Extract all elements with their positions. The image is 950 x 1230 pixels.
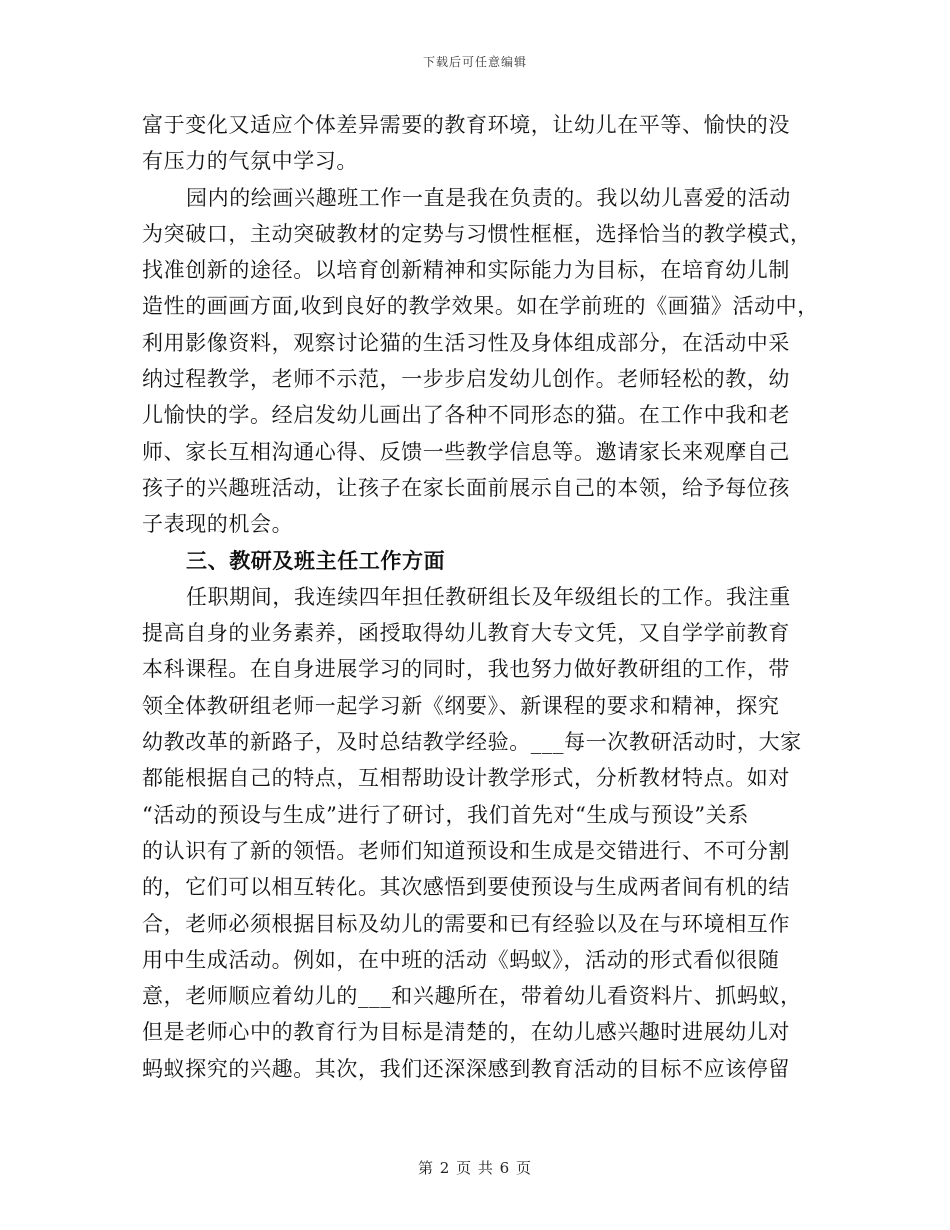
text-line: 孩子的兴趣班活动，让孩子在家长面前展示自己的本领，给予每位孩 bbox=[142, 475, 790, 500]
text-line: 都能根据自己的特点，互相帮助设计教学形式，分析教材特点。如对 bbox=[142, 766, 790, 791]
text-line: 富于变化又适应个体差异需要的教育环境，让幼儿在平等、愉快的没 bbox=[142, 113, 790, 137]
text-line: 领全体教研组老师一起学习新《纲要》、新课程的要求和精神，探究 bbox=[142, 693, 780, 718]
text-line: “活动的预设与生成”进行了研讨，我们首先对“生成与预设”关系 bbox=[142, 802, 749, 827]
text-line: 利用影像资料，观察讨论猫的生活习性及身体组成部分，在活动中采 bbox=[142, 330, 790, 355]
text-line: 的认识有了新的领悟。老师们知道预设和生成是交错进行、不可分割 bbox=[142, 838, 790, 863]
text-line: 师、家长互相沟通心得、反馈一些教学信息等。邀请家长来观摩自己 bbox=[142, 439, 790, 464]
section-heading: 三、教研及班主任工作方面 bbox=[186, 547, 446, 573]
page-number-indicator: 第 2 页 共 6 页 bbox=[418, 1159, 532, 1177]
text-line: 有压力的气氛中学习。 bbox=[142, 149, 358, 174]
text-line: 合，老师必须根据目标及幼儿的需要和已有经验以及在与环境相互作 bbox=[142, 911, 790, 936]
text-line: 提高自身的业务素养，函授取得幼儿教育大专文凭，又自学学前教育 bbox=[142, 621, 790, 646]
page-header-note: 下载后可任意编辑 bbox=[422, 55, 527, 69]
text-line: 本科课程。在自身进展学习的同时，我也努力做好教研组的工作，带 bbox=[142, 657, 790, 682]
text-line: 儿愉快的学。经启发幼儿画出了各种不同形态的猫。在工作中我和老 bbox=[142, 403, 790, 428]
text-line: 意，老师顺应着幼儿的___和兴趣所在，带着幼儿看资料片、抓蚂蚁， bbox=[142, 984, 802, 1009]
document-body bbox=[142, 107, 822, 1087]
text-line: 但是老师心中的教育行为目标是清楚的，在幼儿感兴趣时进展幼儿对 bbox=[142, 1020, 790, 1045]
text-line: 为突破口，主动突破教材的定势与习惯性框框，选择恰当的教学模式， bbox=[142, 221, 812, 246]
paragraph-start-line: 园内的绘画兴趣班工作一直是我在负责的。我以幼儿喜爱的活动 bbox=[186, 185, 791, 210]
text-line: 找准创新的途径。以培育创新精神和实际能力为目标，在培育幼儿制 bbox=[142, 258, 790, 283]
text-line: 幼教改革的新路子，及时总结教学经验。___每一次教研活动时，大家 bbox=[142, 730, 802, 755]
text-line: 用中生成活动。例如，在中班的活动《蚂蚁》，活动的形式看似很随 bbox=[142, 947, 780, 972]
text-line: 蚂蚁探究的兴趣。其次，我们还深深感到教育活动的目标不应该停留 bbox=[142, 1056, 790, 1081]
text-line: 的，它们可以相互转化。其次感悟到要使预设与生成两者间有机的结 bbox=[142, 875, 790, 900]
text-line: 纳过程教学，老师不示范，一步步启发幼儿创作。老师轻松的教，幼 bbox=[142, 367, 790, 392]
text-line: 子表现的机会。 bbox=[142, 512, 294, 537]
paragraph-start-line: 任职期间，我连续四年担任教研组长及年级组长的工作。我注重 bbox=[186, 584, 791, 609]
text-line: 造性的画画方面,收到良好的教学效果。如在学前班的《画猫》活动中， bbox=[142, 294, 819, 319]
